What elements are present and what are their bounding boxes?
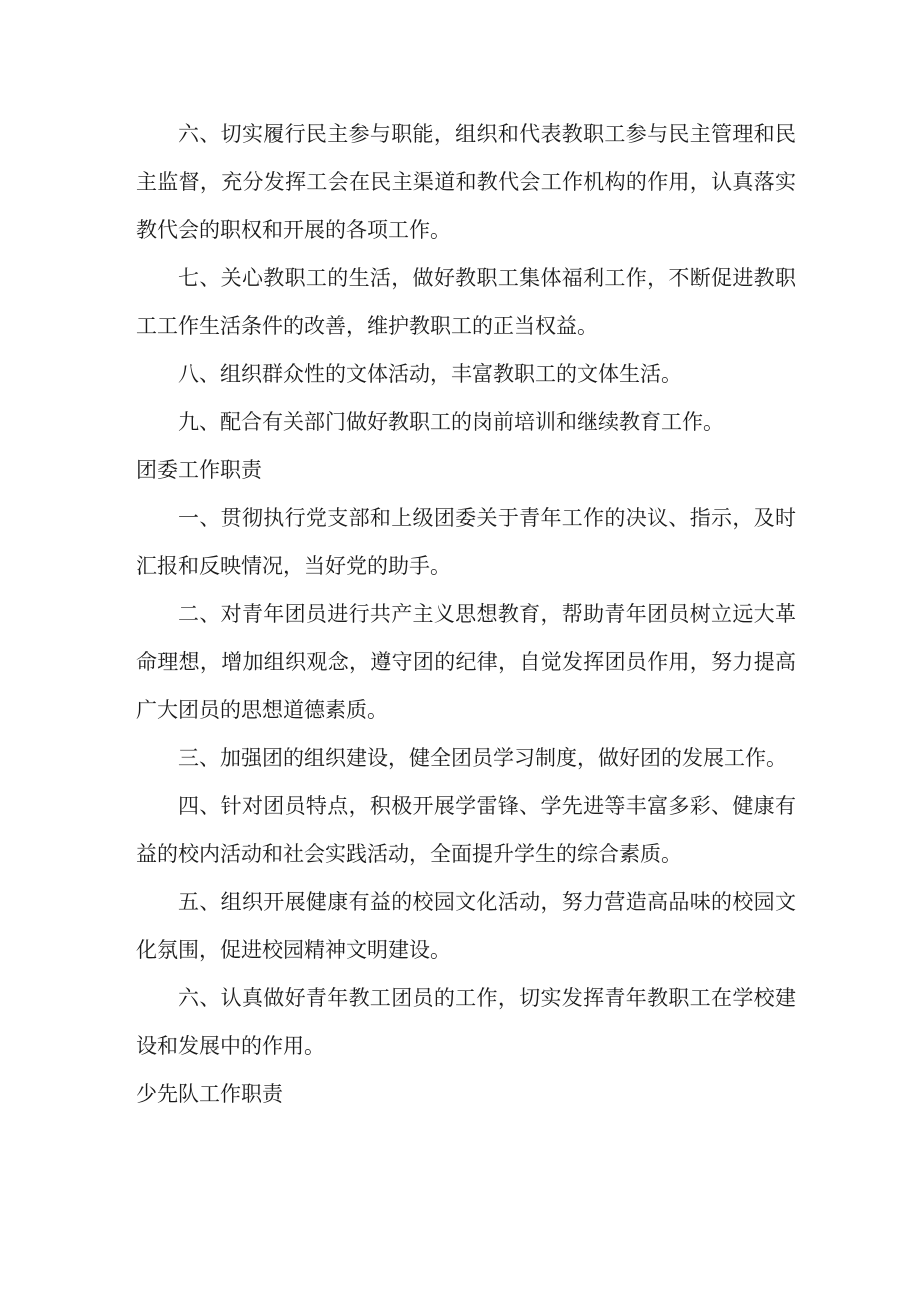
league-item-1: 一、贯彻执行党支部和上级团委关于青年工作的决议、指示，及时汇报和反映情况，当好党的助手。: [136, 506, 796, 578]
union-item-6: 六、切实履行民主参与职能，组织和代表教职工参与民主管理和民主监督，充分发挥工会在民主渠道和教代会工作机构的作用，认真落实教代会的职权和开展的各项工作。: [136, 122, 796, 242]
union-item-7: 七、关心教职工的生活，做好教职工集体福利工作，不断促进教职工工作生活条件的改善，维护教职工的正当权益。: [136, 266, 796, 338]
union-item-8: 八、组织群众性的文体活动，丰富教职工的文体生活。: [178, 362, 682, 386]
union-item-9: 九、配合有关部门做好教职工的岗前培训和继续教育工作。: [178, 410, 724, 434]
document-body: [136, 110, 796, 1118]
league-item-3: 三、加强团的组织建设，健全团员学习制度，做好团的发展工作。: [178, 746, 787, 770]
league-item-5: 五、组织开展健康有益的校园文化活动，努力营造高品味的校园文化氛围，促进校园精神文明建设。: [136, 890, 796, 962]
league-section-heading: 团委工作职责: [136, 458, 262, 482]
league-item-6: 六、认真做好青年教工团员的工作，切实发挥青年教职工在学校建设和发展中的作用。: [136, 986, 796, 1058]
league-item-4: 四、针对团员特点，积极开展学雷锋、学先进等丰富多彩、健康有益的校内活动和社会实践活动，全面提升学生的综合素质。: [136, 794, 796, 866]
league-item-2: 二、对青年团员进行共产主义思想教育，帮助青年团员树立远大革命理想，增加组织观念，遵守团的纪律，自觉发挥团员作用，努力提高广大团员的思想道德素质。: [136, 602, 796, 722]
pioneer-section-heading: 少先队工作职责: [136, 1082, 283, 1106]
